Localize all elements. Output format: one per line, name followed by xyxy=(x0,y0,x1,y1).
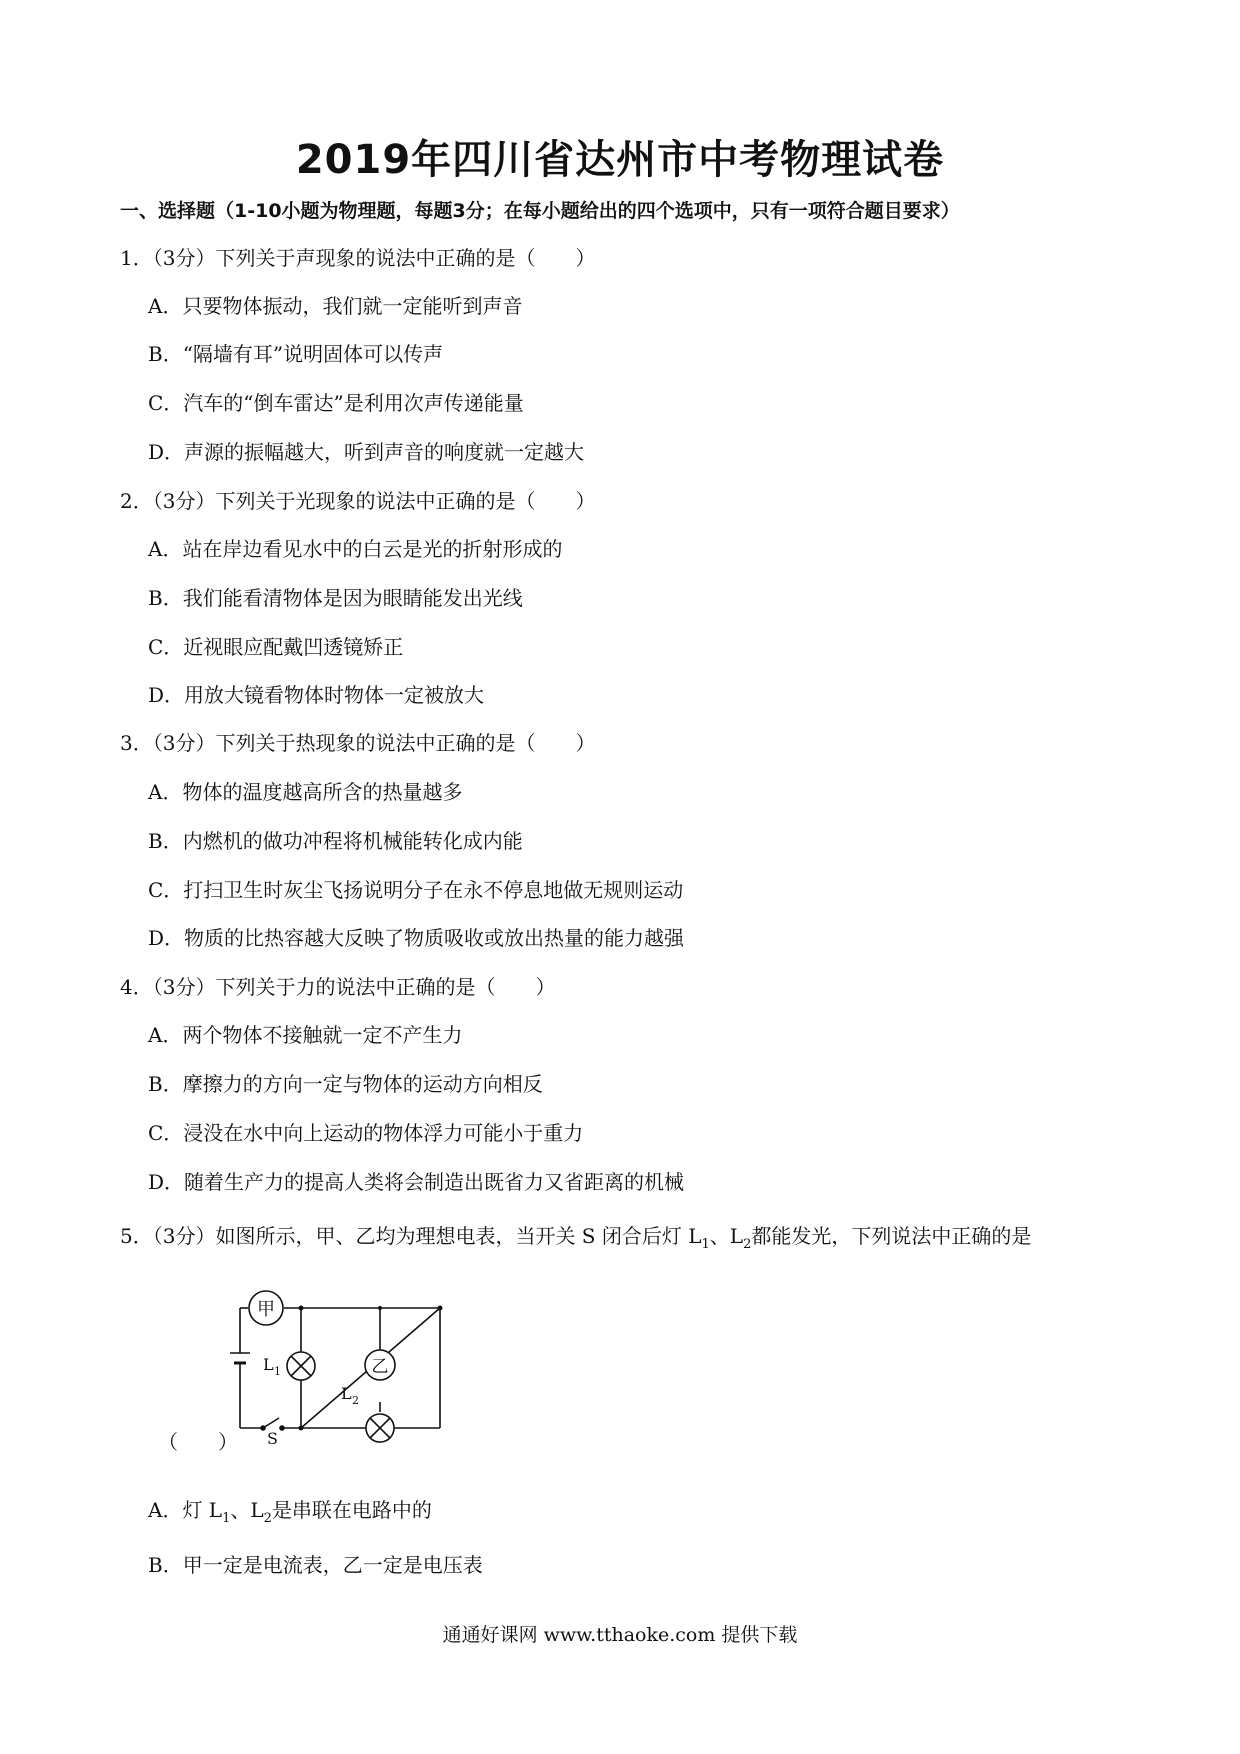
meter-yi-label: 乙 xyxy=(371,1357,389,1377)
question-4-option-a: A．两个物体不接触就一定不产生力 xyxy=(148,1023,463,1047)
meter-jia-label: 甲 xyxy=(257,1299,275,1320)
lamp-l1-label-l: L xyxy=(263,1355,274,1374)
question-3-option-a: A．物体的温度越高所含的热量越多 xyxy=(148,780,463,804)
lamp-l1-label-sub: 1 xyxy=(274,1365,281,1378)
page-footer: 通通好课网 www.tthaoke.com 提供下载 xyxy=(442,1624,798,1646)
question-1-option-a: A．只要物体振动，我们就一定能听到声音 xyxy=(148,294,523,318)
question-1-option-d: D．声源的振幅越大，听到声音的响度就一定越大 xyxy=(148,440,585,464)
lamp-l2-label-sub: 2 xyxy=(352,1394,359,1407)
lamp-l1-icon xyxy=(287,1352,315,1380)
q5-opt-a-sub-1: 1 xyxy=(222,1511,231,1526)
question-4-option-d: D．随着生产力的提高人类将会制造出既省力又省距离的机械 xyxy=(148,1170,685,1194)
question-5-option-a xyxy=(148,1496,432,1533)
question-4-option-c: C．浸没在水中向上运动的物体浮力可能小于重力 xyxy=(148,1121,584,1145)
question-2-option-c: C．近视眼应配戴凹透镜矫正 xyxy=(148,635,404,659)
question-4-option-b: B．摩擦力的方向一定与物体的运动方向相反 xyxy=(148,1072,543,1096)
battery-icon xyxy=(230,1353,250,1363)
page-title: 2019年四川省达州市中考物理试卷 xyxy=(295,137,945,183)
q5-opt-a-suffix: 是串联在电路中的 xyxy=(271,1498,432,1522)
question-1-stem: 1．（3分）下列关于声现象的说法中正确的是（ ） xyxy=(120,246,596,270)
question-2-option-a: A．站在岸边看见水中的白云是光的折射形成的 xyxy=(148,537,563,561)
circuit-diagram xyxy=(230,1290,450,1445)
question-3-option-b: B．内燃机的做功冲程将机械能转化成内能 xyxy=(148,829,523,853)
question-2-option-d: D．用放大镜看物体时物体一定被放大 xyxy=(148,683,485,707)
question-2-stem: 2．（3分）下列关于光现象的说法中正确的是（ ） xyxy=(120,489,596,513)
question-1-option-b: B．“隔墙有耳”说明固体可以传声 xyxy=(148,342,444,366)
question-3-option-c: C．打扫卫生时灰尘飞扬说明分子在永不停息地做无规则运动 xyxy=(148,878,684,902)
question-3-stem: 3．（3分）下列关于热现象的说法中正确的是（ ） xyxy=(120,731,596,755)
q5-opt-a-sep: 、L xyxy=(230,1498,264,1522)
meter-yi-icon xyxy=(365,1350,395,1380)
lamp-l2-label-l: L xyxy=(341,1384,352,1403)
q5-stem-prefix: 5．（3分）如图所示，甲、乙均为理想电表，当开关 S 闭合后灯 L xyxy=(120,1224,702,1248)
q5-sub-1: 1 xyxy=(701,1237,710,1252)
lamp-l2-icon xyxy=(366,1414,394,1442)
q5-opt-a-sub-2: 2 xyxy=(263,1511,272,1526)
question-5-option-b: B．甲一定是电流表，乙一定是电压表 xyxy=(148,1553,483,1577)
question-1-option-c: C．汽车的“倒车雷达”是利用次声传递能量 xyxy=(148,391,524,415)
q5-sub-2: 2 xyxy=(743,1237,752,1252)
meter-jia-icon xyxy=(249,1291,283,1325)
question-2-option-b: B．我们能看清物体是因为眼睛能发出光线 xyxy=(148,586,523,610)
q5-sep: 、L xyxy=(709,1224,744,1248)
question-3-option-d: D．物质的比热容越大反映了物质吸收或放出热量的能力越强 xyxy=(148,926,685,950)
question-5-stem xyxy=(120,1222,1031,1259)
q5-stem-suffix: 都能发光，下列说法中正确的是 xyxy=(751,1224,1032,1248)
switch-label: S xyxy=(267,1429,278,1445)
question-5-answer-paren: （ ） xyxy=(158,1430,238,1454)
question-4-stem: 4．（3分）下列关于力的说法中正确的是（ ） xyxy=(120,975,556,999)
section-header: 一、选择题（1-10小题为物理题，每题3分；在每小题给出的四个选项中，只有一项符合题目要求） xyxy=(120,200,960,222)
q5-opt-a-prefix: A．灯 L xyxy=(148,1498,223,1522)
